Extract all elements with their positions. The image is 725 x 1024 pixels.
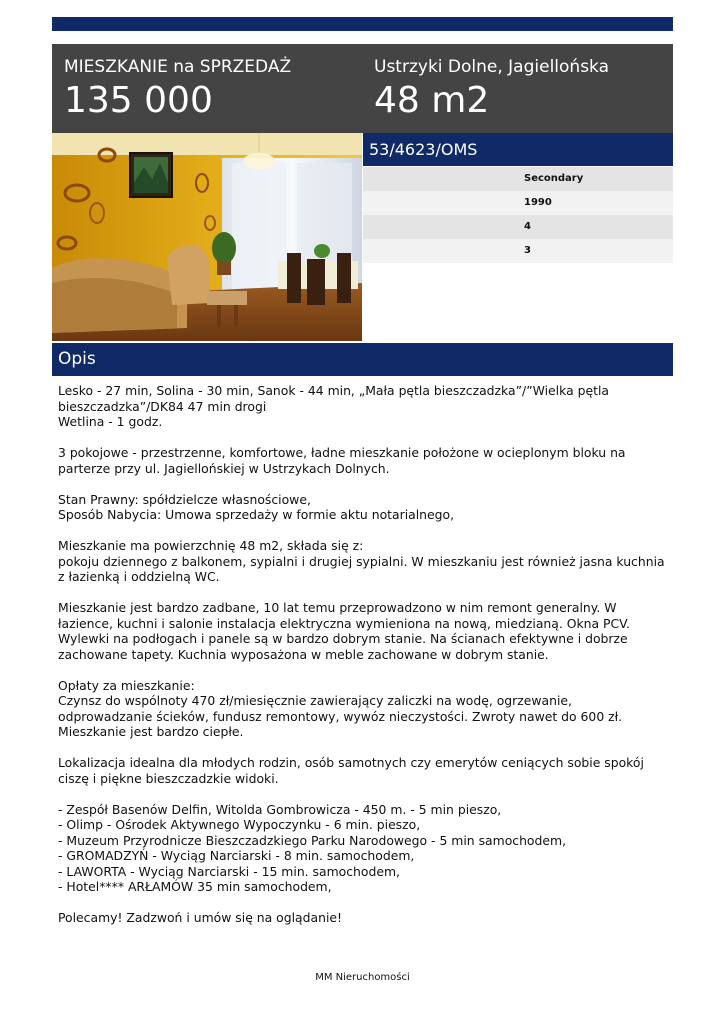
detail-floors: 4 [363,215,673,239]
detail-year-built: 1990 [363,191,673,215]
header-left [64,56,291,122]
reference-number: 53/4623/OMS [363,133,673,166]
detail-market: Secondary [363,167,673,191]
listing-header [52,44,673,133]
top-accent-bar [52,17,673,31]
living-room-image [52,133,362,341]
apartment-photo [52,133,362,341]
header-right [374,56,609,122]
detail-rooms: 3 [363,239,673,263]
area: 48 m2 [374,80,490,121]
price: 135 000 [64,80,213,121]
offer-type: MIESZKANIE na SPRZEDAŻ [64,57,292,77]
description-text: Lesko - 27 min, Solina - 30 min, Sanok - 44 min, „Mała pętla bieszczadzka”/”Wielka pętla bieszczadzka”/DK84 47 min drogi Wetlina - 1 godz. 3 pokojowe - przestrzenne, komfortowe, ładne mieszkanie położone w ocieplonym bloku na parterze przy ul. Jagiellońskiej w Ustrzykach Dolnych. Stan Prawny: spółdzielcze własnościowe, Sposób Nabycia: Umowa sprzedaży w formie aktu notarialnego, Mieszkanie ma powierzchnię 48 m2, składa się z: pokoju dziennego z balkonem, sypialni i drugiej sypialni. W mieszkaniu jest również jasna kuchnia z łazienką i oddzielną WC. Mieszkanie jest bardzo zadbane, 10 lat temu przeprowadzono w nim remont generalny. W łazience, kuchni i salonie instalacja elektryczna wymieniona na nową, miedzianą. Okna PCV. Wylewki na podłogach i panele są w bardzo dobrym stanie. Na ścianach efektywne i dobrze zachowane tapety. Kuchnia wyposażona w meble zachowane w dobrym stanie. Opłaty za mieszkanie: Czynsz do wspólnoty 470 zł/miesięcznie zawierający zaliczki na wodę, ogrzewanie, odprowadzanie ścieków, fundusz remontowy, wywóz nieczystości. Zwroty nawet do 600 zł. Mieszkanie jest bardzo ciepłe. Lokalizacja idealna dla młodych rodzin, osób samotnych czy emerytów ceniących sobie spokój ciszę i piękne bieszczadzkie widoki. - Zespół Basenów Delfin, Witolda Gombrowicza - 450 m. - 5 min pieszo, - Olimp - Ośrodek Aktywnego Wypoczynku - 6 min. pieszo, - Muzeum Przyrodnicze Bieszczadzkiego Parku Narodowego - 5 min samochodem, - GROMADZYŃ - Wyciąg Narciarski - 8 min. samochodem, - LAWORTA - Wyciąg Narciarski - 15 min. samochodem, - Hotel**** ARŁAMÓW 35 min samochodem, Polecamy! Zadzwoń i umów się na oglądanie! [58,383,665,925]
location: Ustrzyki Dolne, Jagiellońska [374,57,610,77]
details-table [363,167,673,263]
description-heading: Opis [52,343,673,376]
footer-agency: MM Nieruchomości [315,972,410,983]
